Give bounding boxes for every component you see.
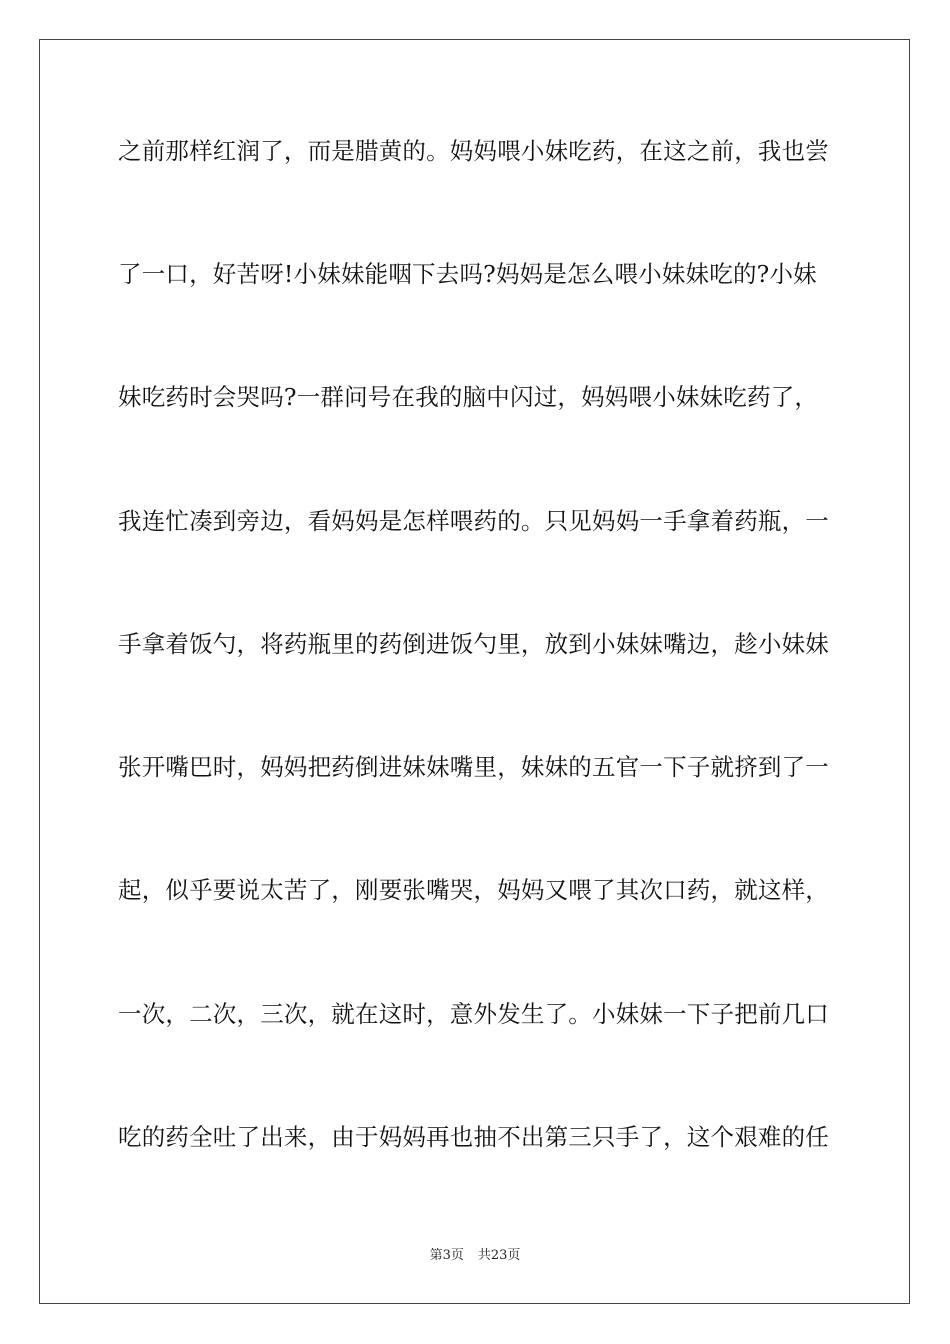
page-number: 第3页 [429,1248,464,1263]
text-line: 了一口，好苦呀!小妹妹能咽下去吗?妈妈是怎么喂小妹妹吃的?小妹 [118,260,817,288]
text-line: 张开嘴巴时，妈妈把药倒进妹妹嘴里，妹妹的五官一下子就挤到了一 [118,753,829,781]
page-total: 共23页 [477,1248,521,1263]
text-line: 起，似乎要说太苦了，刚要张嘴哭，妈妈又喂了其次口药，就这样， [118,876,829,904]
text-line: 之前那样红润了，而是腊黄的。妈妈喂小妹吃药，在这之前，我也尝 [118,137,829,165]
text-line: 手拿着饭勺，将药瓶里的药倒进饭勺里，放到小妹妹嘴边，趁小妹妹 [118,630,829,658]
page-footer [0,1247,950,1265]
text-line: 吃的药全吐了出来，由于妈妈再也抽不出第三只手了，这个艰难的任 [118,1123,829,1151]
text-line: 一次，二次，三次，就在这时，意外发生了。小妹妹一下子把前几口 [118,1000,829,1028]
text-line: 妹吃药时会哭吗?一群问号在我的脑中闪过，妈妈喂小妹妹吃药了， [118,383,819,411]
text-line: 我连忙凑到旁边，看妈妈是怎样喂药的。只见妈妈一手拿着药瓶，一 [118,507,829,535]
page-border [39,39,910,1304]
